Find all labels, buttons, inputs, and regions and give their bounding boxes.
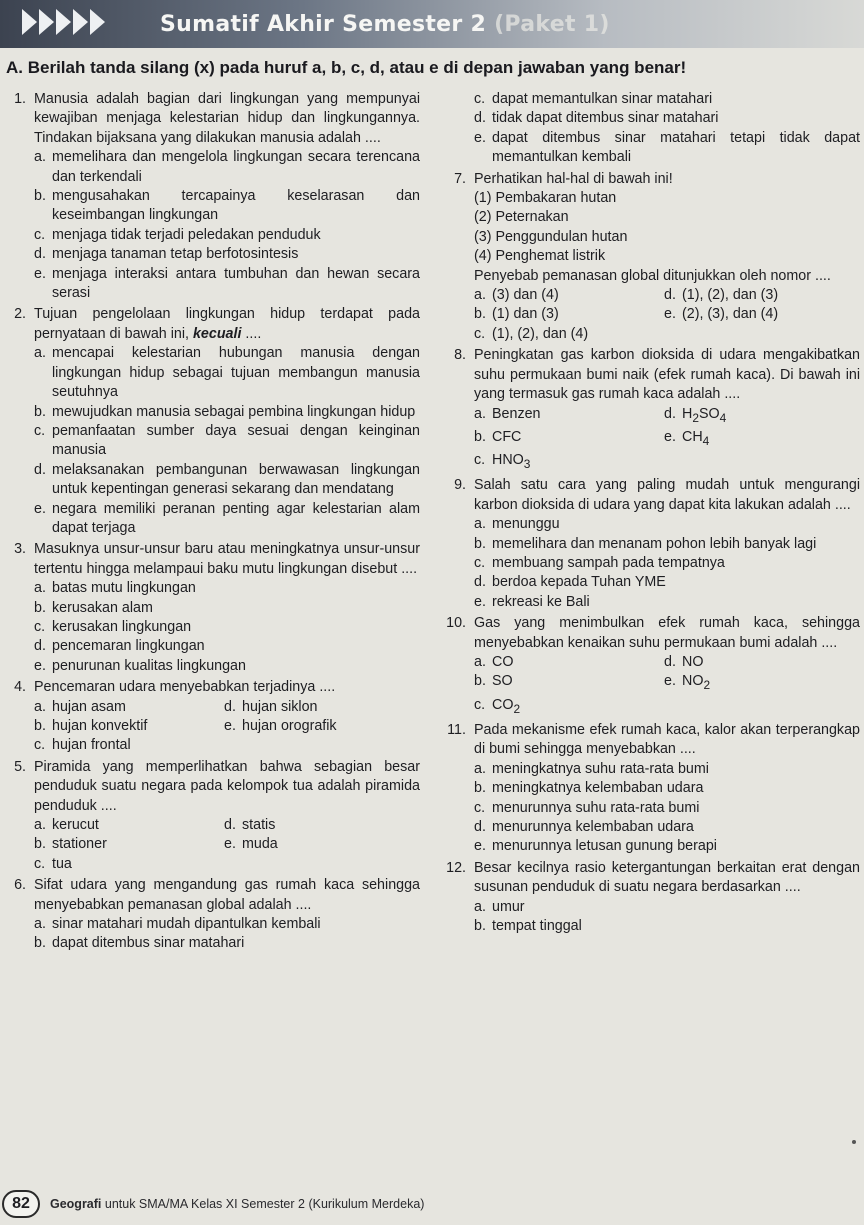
question-stem: Manusia adalah bagian dari lingkungan yang mempunyai kewajiban menjaga kelestarian hidup dan lingkungannya. Tindakan bijaksana yang dilakukan manusia adalah .... — [34, 91, 420, 146]
question-6 — [4, 876, 420, 954]
question-stem: Salah satu cara yang paling mudah untuk mengurangi karbon dioksida di udara yang dapat kita lakukan adalah .... — [474, 477, 860, 513]
option-c[interactable]: c. $CO_2$ — [474, 696, 521, 716]
page-footer — [0, 1190, 424, 1218]
option-d[interactable]: d. $H_2SO_4$ — [664, 405, 727, 425]
option-c[interactable]: c. membuang sampah pada tempatnya — [474, 554, 725, 571]
list-item: (3) Penggundulan hutan — [474, 228, 628, 245]
list-item: (2) Peternakan — [474, 209, 569, 226]
option-c[interactable]: c. (1), (2), dan (4) — [474, 325, 589, 342]
option-b[interactable]: b. meningkatnya kelembaban udara — [474, 780, 704, 797]
option-a[interactable]: a. CO — [474, 653, 514, 670]
option-e[interactable]: e. (2), (3), dan (4) — [664, 306, 779, 323]
option-a[interactable]: a. menunggu — [474, 516, 560, 533]
chevron-right-icon — [39, 9, 54, 35]
option-b[interactable]: b. stationer — [34, 836, 107, 853]
question-stem: Peningkatan gas karbon dioksida di udara mengakibatkan suhu permukaan bumi naik (efek rumah kaca). Di bawah ini yang termasuk gas rumah kaca adalah .... — [474, 347, 860, 403]
option-d[interactable]: d. menjaga tanaman tetap berfotosintesis — [34, 246, 299, 263]
option-b[interactable]: b. dapat ditembus sinar matahari — [34, 935, 245, 952]
option-c[interactable]: c. kerusakan lingkungan — [34, 618, 192, 635]
list-item: (4) Penghemat listrik — [474, 248, 606, 265]
question-stem: Pada mekanisme efek rumah kaca, kalor akan terperangkap di bumi sehingga menyebabkan .... — [474, 721, 860, 758]
question-2 — [4, 305, 420, 538]
list-item: (1) Pembakaran hutan — [474, 190, 617, 207]
question-8 — [444, 346, 860, 474]
option-e[interactable]: e. $NO_2$ — [664, 673, 711, 693]
option-c[interactable]: c. pemanfaatan sumber daya sesuai dengan keinginan manusia — [34, 422, 420, 459]
question-number: 7. — [454, 170, 466, 187]
question-10 — [444, 614, 860, 719]
question-stem: Tujuan pengelolaan lingkungan hidup terdapat pada pernyataan di bawah ini, kecuali .... — [34, 306, 420, 342]
question-stem: Gas yang menimbulkan efek rumah kaca, sehingga menyebabkan kenaikan suhu permukaan bumi adalah .... — [474, 615, 860, 651]
speck — [852, 1140, 856, 1144]
question-3 — [4, 540, 420, 676]
book-title: Geografi untuk SMA/MA Kelas XI Semester 2 (Kurikulum Merdeka) — [50, 1197, 425, 1211]
option-d[interactable]: d. menurunnya kelembaban udara — [474, 818, 694, 835]
header-banner — [0, 0, 864, 48]
option-e[interactable]: e. penurunan kualitas lingkungan — [34, 657, 246, 674]
option-a[interactable]: a. batas mutu lingkungan — [34, 580, 196, 597]
option-c[interactable]: c. menurunnya suhu rata-rata bumi — [474, 799, 700, 816]
option-d[interactable]: d. tidak dapat ditembus sinar matahari — [474, 110, 719, 127]
title-paket: (Paket 1) — [494, 12, 610, 37]
option-e[interactable]: e. rekreasi ke Bali — [474, 593, 590, 610]
page-title — [160, 12, 610, 37]
option-d[interactable]: d. statis — [224, 817, 276, 834]
question-4 — [4, 678, 420, 756]
question-number: 2. — [14, 306, 26, 323]
option-e[interactable]: e. $CH_4$ — [664, 428, 710, 448]
option-a[interactable]: a. (3) dan (4) — [474, 287, 559, 304]
option-a[interactable]: a. kerucut — [34, 817, 99, 834]
option-d[interactable]: d. (1), (2), dan (3) — [664, 287, 779, 304]
option-b[interactable]: b. SO — [474, 673, 513, 690]
question-number: 1. — [14, 91, 26, 107]
question-number: 4. — [14, 679, 26, 696]
question-number: 12. — [446, 859, 466, 876]
option-e[interactable]: e. negara memiliki peranan penting agar kelestarian alam dapat terjaga — [34, 500, 420, 536]
option-b[interactable]: b. kerusakan alam — [34, 599, 153, 616]
question-number: 10. — [446, 615, 466, 632]
question-stem: Sifat udara yang mengandung gas rumah kaca sehingga menyebabkan pemanasan global adalah .... — [34, 877, 420, 913]
option-e[interactable]: e. menurunnya letusan gunung berapi — [474, 838, 717, 855]
question-9 — [444, 476, 860, 612]
option-c[interactable]: c. dapat memantulkan sinar matahari — [474, 91, 713, 107]
option-e[interactable]: e. dapat ditembus sinar matahari tetapi tidak dapat memantulkan kembali — [474, 129, 860, 166]
question-5 — [4, 758, 420, 874]
option-b[interactable]: b. memelihara dan menanam pohon lebih banyak lagi — [474, 535, 817, 552]
option-a[interactable]: a. meningkatnya suhu rata-rata bumi — [474, 760, 709, 777]
question-number: 11. — [447, 721, 466, 738]
section-instruction: A. Berilah tanda silang (x) pada huruf a, b, c, d, atau e di depan jawaban yang benar! — [6, 58, 687, 77]
option-a[interactable]: a. Benzen — [474, 405, 541, 422]
option-a[interactable]: a. mencapai kelestarian hubungan manusia dengan lingkungan hidup sebagai tujuan membangun manusia seutuhnya — [34, 345, 420, 401]
option-d[interactable]: d. melaksanakan pembangunan berwawasan lingkungan untuk kepentingan generasi sekarang dan mendatang — [34, 461, 420, 498]
chevron-icon-group — [22, 9, 107, 35]
question-stem-2: Penyebab pemanasan global ditunjukkan oleh nomor .... — [474, 267, 831, 284]
question-stem: Masuknya unsur-unsur baru atau meningkatnya unsur-unsur tertentu hingga melampaui baku mutu lingkungan disebut .... — [34, 541, 420, 577]
option-e[interactable]: e. menjaga interaksi antara tumbuhan dan hewan secara serasi — [34, 265, 420, 302]
question-number: 9. — [454, 477, 466, 494]
option-b[interactable]: b. mewujudkan manusia sebagai pembina lingkungan hidup — [34, 403, 416, 420]
title-text: Sumatif Akhir Semester 2 — [160, 12, 487, 37]
option-e[interactable]: e. hujan orografik — [224, 718, 337, 734]
chevron-right-icon — [90, 9, 105, 35]
option-a[interactable]: a. umur — [474, 898, 525, 915]
option-a[interactable]: a. hujan asam — [34, 698, 126, 715]
question-1 — [4, 90, 420, 303]
left-column — [4, 90, 420, 956]
question-stem: Pencemaran udara menyebabkan terjadinya .... — [34, 679, 336, 696]
option-b[interactable]: b. tempat tinggal — [474, 917, 582, 934]
option-c[interactable]: c. tua — [34, 855, 72, 872]
question-number: 5. — [14, 758, 26, 775]
question-stem: Piramida yang memperlihatkan bahwa sebagian besar penduduk suatu negara pada kelompok tua adalah piramida penduduk .... — [34, 758, 420, 814]
option-c[interactable]: c. menjaga tidak terjadi peledakan penduduk — [34, 226, 321, 243]
option-c[interactable]: c. $HNO_3$ — [474, 452, 531, 471]
question-number: 3. — [14, 541, 26, 558]
option-b[interactable]: b. mengusahakan tercapainya keselarasan dan keseimbangan lingkungan — [34, 188, 420, 224]
chevron-right-icon — [22, 9, 37, 35]
option-e[interactable]: e. muda — [224, 836, 278, 853]
question-number: 6. — [14, 877, 26, 894]
question-number: 8. — [454, 347, 466, 364]
page-number: 82 — [2, 1190, 40, 1218]
option-b[interactable]: b. (1) dan (3) — [474, 306, 559, 323]
option-d[interactable]: d. NO — [664, 653, 704, 670]
question-stem: Besar kecilnya rasio ketergantungan berkaitan erat dengan susunan penduduk di suatu negara berdasarkan .... — [474, 859, 860, 896]
chevron-right-icon — [73, 9, 88, 35]
question-6-continued — [444, 90, 860, 168]
option-c[interactable]: c. hujan frontal — [34, 737, 131, 754]
chevron-right-icon — [56, 9, 71, 35]
option-d[interactable]: d. berdoa kepada Tuhan YME — [474, 574, 666, 591]
option-d[interactable]: d. hujan siklon — [224, 698, 318, 715]
right-column — [444, 90, 860, 938]
option-a[interactable]: a. memelihara dan mengelola lingkungan secara terencana dan terkendali — [34, 149, 420, 185]
option-b[interactable]: b. hujan konvektif — [34, 718, 148, 734]
question-7 — [444, 170, 860, 345]
question-12 — [444, 859, 860, 937]
question-stem: Perhatikan hal-hal di bawah ini! — [474, 170, 673, 187]
emphasis-kecuali: kecuali — [192, 325, 242, 342]
option-b[interactable]: b. CFC — [474, 428, 522, 445]
question-11 — [444, 721, 860, 857]
option-d[interactable]: d. pencemaran lingkungan — [34, 638, 205, 655]
option-a[interactable]: a. sinar matahari mudah dipantulkan kembali — [34, 916, 321, 933]
